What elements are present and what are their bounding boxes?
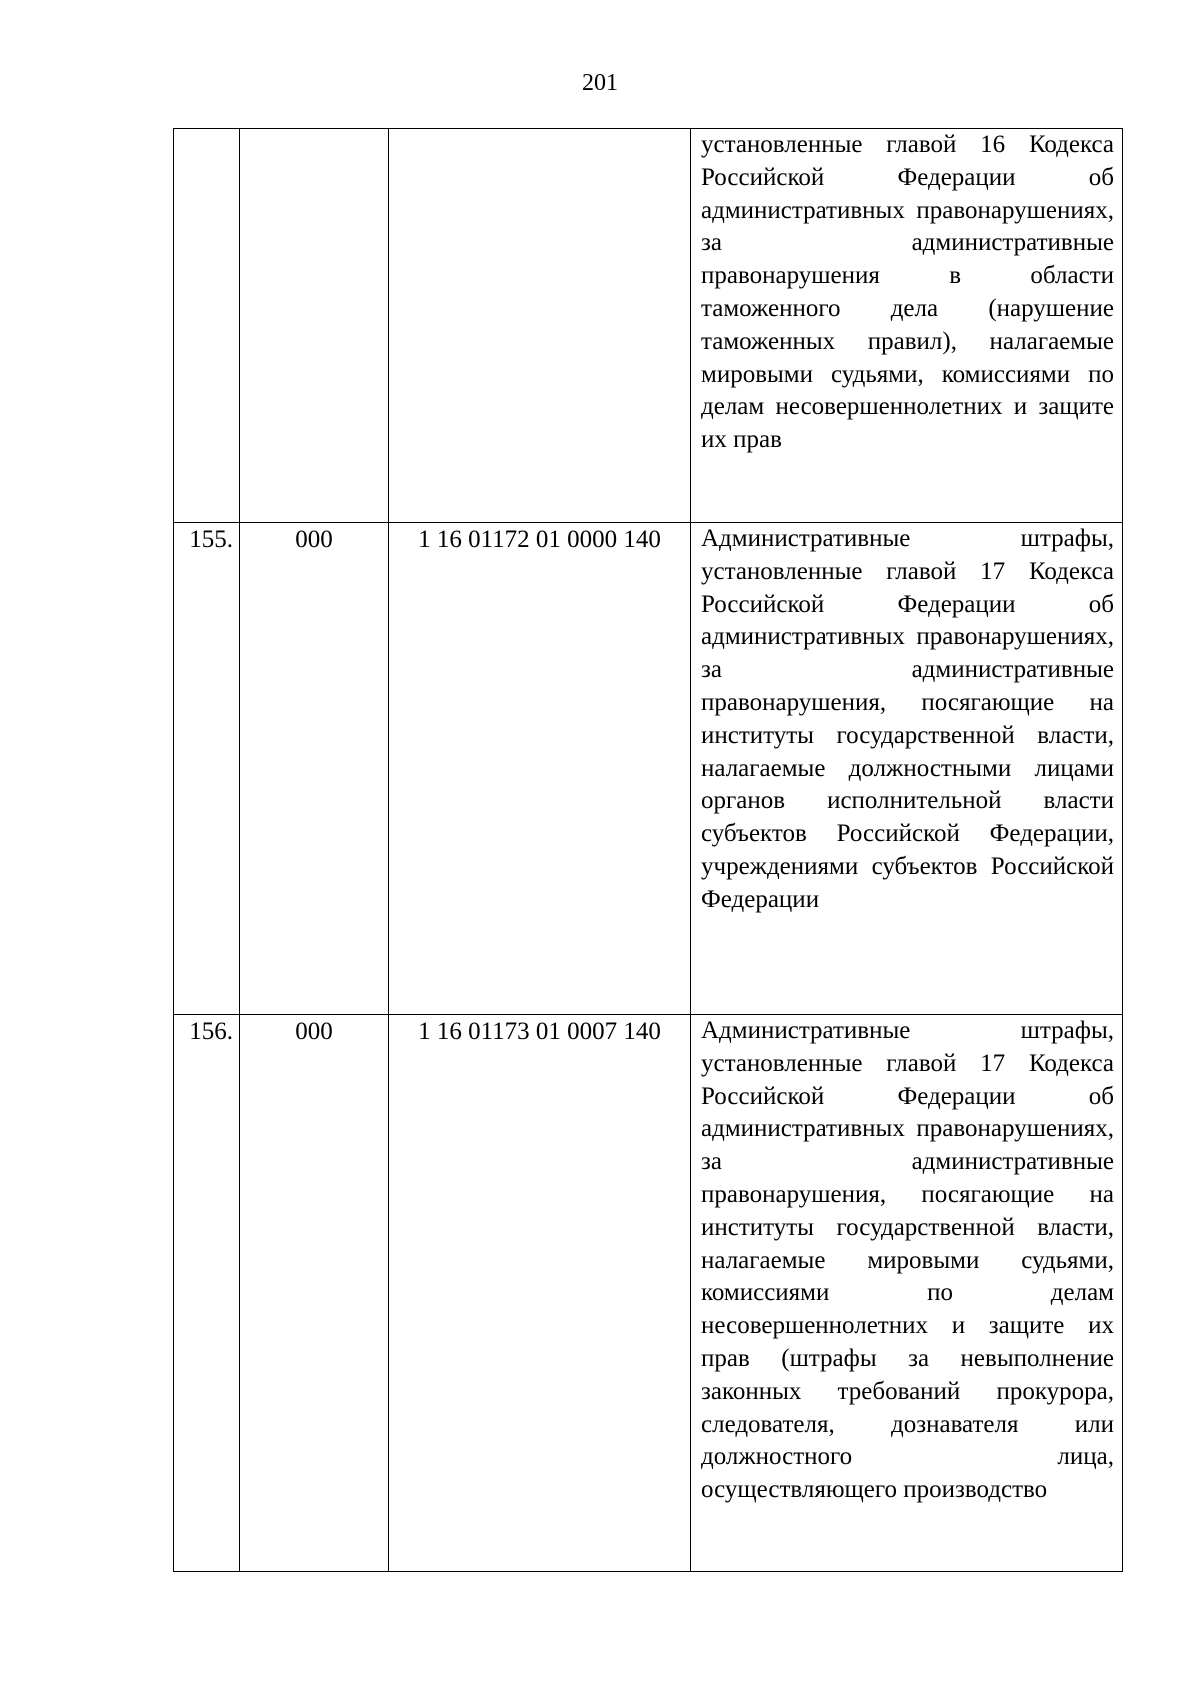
administrator-code-cell: 000: [240, 523, 389, 1015]
table-row: [174, 129, 1123, 523]
table-row: [174, 523, 1123, 1015]
classification-code-cell: [389, 129, 691, 523]
description-text: установленные главой 16 Кодекса Российской Федерации об административных правонарушениях, за административные правонарушения в области таможенного дела (нарушение таможенных правил), налагаемые мировыми судьями, комиссиями по делам несовершеннолетних и защите их прав: [701, 131, 1114, 454]
description-clip: [701, 1015, 1114, 1570]
description-cell: [691, 129, 1123, 523]
page-number: 201: [582, 70, 618, 96]
description-text: Административные штрафы, установленные главой 17 Кодекса Российской Федерации об административных правонарушениях, за административные правонарушения, посягающие на институты государственной власти, налагаемые мировыми судьями, комиссиями по делам несовершеннолетних и защите их прав (штрафы за невыполнение законных требований прокурора, следователя, дознавателя или должностного лица, осуществляющего производство: [701, 1017, 1114, 1504]
description-cell: [691, 523, 1123, 1015]
classification-code-cell: 1 16 01172 01 0000 140: [389, 523, 691, 1015]
administrator-code-cell: 000: [240, 1015, 389, 1572]
row-number-cell: 155.: [174, 523, 240, 1015]
budget-classification-table: [173, 128, 1123, 1572]
description-text: Административные штрафы, установленные главой 17 Кодекса Российской Федерации об административных правонарушениях, за административные правонарушения, посягающие на институты государственной власти, налагаемые должностными лицами органов исполнительной власти субъектов Российской Федерации, учреждениями субъектов Российской Федерации: [701, 525, 1114, 913]
table-row: [174, 1015, 1123, 1572]
administrator-code-cell: [240, 129, 389, 523]
row-number-cell: [174, 129, 240, 523]
description-cell: [691, 1015, 1123, 1572]
row-number-cell: 156.: [174, 1015, 240, 1572]
classification-code-cell: 1 16 01173 01 0007 140: [389, 1015, 691, 1572]
